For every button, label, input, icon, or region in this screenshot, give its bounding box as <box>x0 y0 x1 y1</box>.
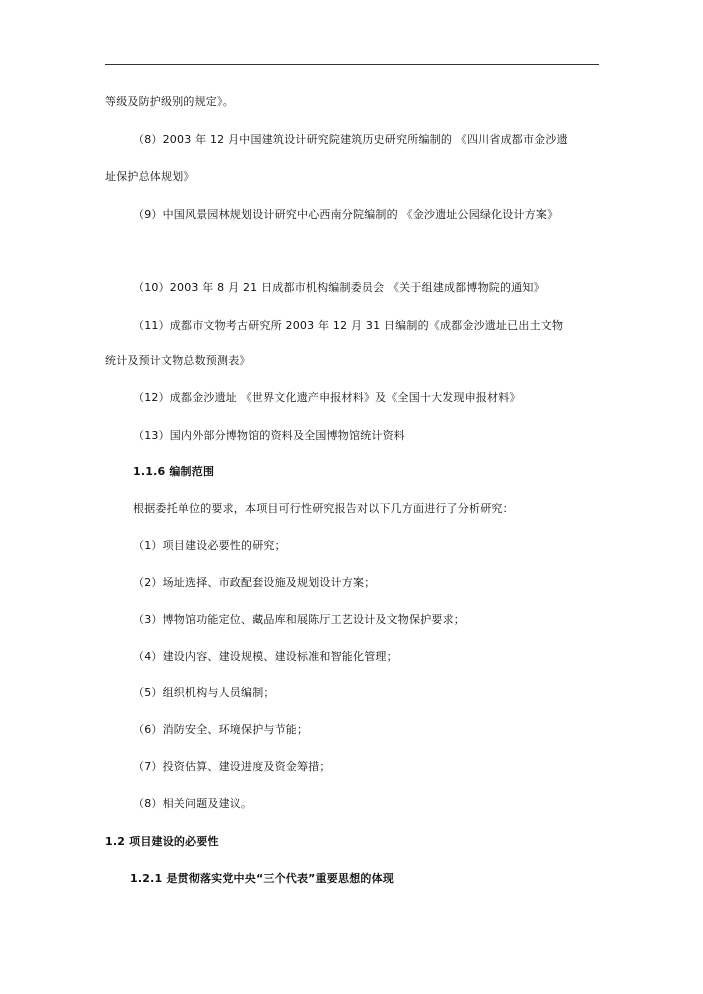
scope-item-5: （5）组织机构与人员编制； <box>133 686 275 699</box>
reference-item-8: （8）2003 年 12 月中国建筑设计研究院建筑历史研究所编制的 《四川省成都市金沙遗 <box>133 133 568 146</box>
scope-item-7: （7）投资估算、建设进度及资金筹措； <box>133 760 331 773</box>
paragraph-line: 址保护总体规划》 <box>105 170 195 183</box>
header-rule <box>105 64 599 65</box>
reference-item-9: （9）中国风景园林规划设计研究中心西南分院编制的 《金沙遗址公园绿化设计方案》 <box>133 208 559 221</box>
reference-item-13: （13）国内外部分博物馆的资料及全国博物馆统计资料 <box>133 429 405 442</box>
scope-item-6: （6）消防安全、环境保护与节能； <box>133 723 309 736</box>
scope-item-2: （2）场址选择、市政配套设施及规划设计方案； <box>133 576 376 589</box>
reference-item-10: （10）2003 年 8 月 21 日成都市机构编制委员会 《关于组建成都博物院的通知》 <box>133 281 545 294</box>
section-heading-1-2: 1.2 项目建设的必要性 <box>105 835 219 848</box>
section-heading-1-2-1: 1.2.1 是贯彻落实党中央“三个代表”重要思想的体现 <box>130 872 395 885</box>
section-heading-1-1-6: 1.1.6 编制范围 <box>133 465 215 478</box>
paragraph-line: 根据委托单位的要求，本项目可行性研究报告对以下几方面进行了分析研究： <box>133 502 514 515</box>
scope-item-8: （8）相关问题及建议。 <box>133 797 253 810</box>
reference-item-12: （12）成都金沙遗址 《世界文化遗产申报材料》及《全国十大发现申报材料》 <box>133 391 521 404</box>
reference-item-11: （11）成都市文物考古研究所 2003 年 12 月 31 日编制的《成都金沙遗址已出土文物 <box>133 319 564 332</box>
paragraph-line: 统计及预计文物总数预测表》 <box>105 354 251 367</box>
scope-item-3: （3）博物馆功能定位、藏品库和展陈厅工艺设计及文物保护要求； <box>133 613 465 626</box>
scope-item-4: （4）建设内容、建设规模、建设标准和智能化管理； <box>133 650 398 663</box>
scope-item-1: （1）项目建设必要性的研究； <box>133 539 286 552</box>
paragraph-line: 等级及防护级别的规定》。 <box>105 95 234 108</box>
